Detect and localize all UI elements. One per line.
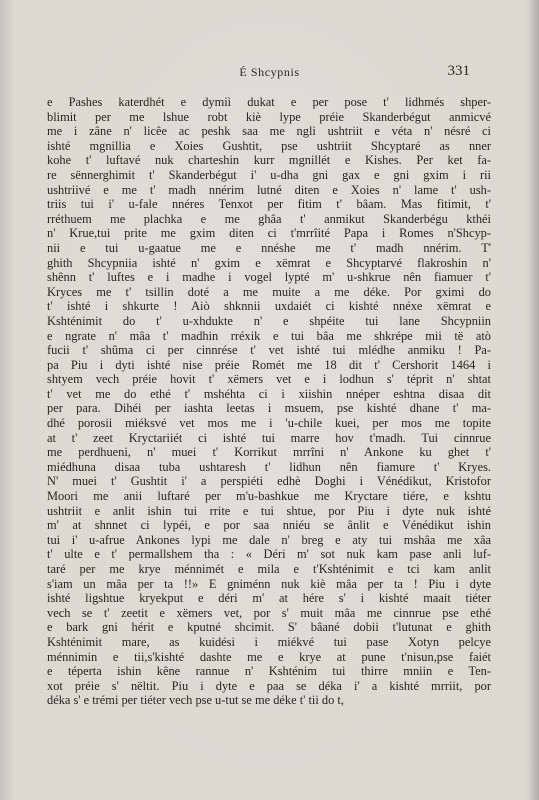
- page-header: [0, 62, 539, 84]
- text-line: ushtriit e anlit ishin tui rrite e tui shtue, por Piu i dyte nuk ishté: [47, 503, 491, 518]
- text-line: ghith Shcypniia ishté n' gxim e xëmrat e Shcyptarvé flakroshin n': [47, 255, 491, 270]
- text-line: s'iam un mâa per ta !!» E gniménn nuk kiè mâa per ta ! Piu i dyte: [47, 576, 491, 591]
- text-line: t' ishté i shkurte ! Aiò shknnii uxdaiét ci kishté nnéxe xëmrat e: [47, 299, 491, 314]
- text-line: n' Krue,tui prite me gxim diten ci t'mrrîité Papa i Romes n'Shcyp-: [47, 226, 491, 241]
- text-line: Kshténimit mare, as kuidési i miékvé tui pase Xotyn pelcye: [47, 634, 491, 649]
- text-line: blimit per me lshue robt kiè lype préie Skanderbégut anmicvé: [47, 109, 491, 124]
- text-line: e ngrate n' mâa t' madhin rréxik e tui bâa me shkrépe mii të atò: [47, 328, 491, 343]
- text-line: m' at shnnet ci lypéi, e por saa nniéu se ânlit e Vénédikut ishin: [47, 518, 491, 533]
- text-line: ishté ligshtue kryekput e déri m' at hére s' i kishté maait tiéter: [47, 591, 491, 606]
- text-line: e téperta ishin kêne rannue n' Kshténim tui thirre mniin e Ten-: [47, 664, 491, 679]
- text-line: nii e tui u-gaatue me e nnéshe me t' madh nnérim. T': [47, 240, 491, 255]
- text-line: Kshténimit do t' u-xhdukte n' e shpéite tui lane Shcypniin: [47, 313, 491, 328]
- text-line: shtyem vech préie hovit t' xëmers vet e i lodhun s' téprit n' shtat: [47, 372, 491, 387]
- text-line: xot préie s' nëltit. Piu i dyte e paa se déka i' a kishté mrriit, por: [47, 678, 491, 693]
- text-line: t' vet me do ethé t' mshéhta ci i xiishin nnéper eshtna disaa dit: [47, 386, 491, 401]
- text-line: me perdhueni, n' muei t' Korrikut mrrîni n' Ankone ku ghet t': [47, 445, 491, 460]
- page-edge-shadow: [529, 0, 539, 800]
- text-line: e bark gni hérit e kputné shcimit. S' bâané dobii t'lutunat e ghith: [47, 620, 491, 635]
- text-line: vech se t' zeetit e xëmers vet, por s' muit mâa me cinnrue pse ethé: [47, 605, 491, 620]
- text-line: pa Piu i dyti ishté nise préie Romét me 18 dit t' Cershorit 1464 i: [47, 357, 491, 372]
- text-line: tui i' u-afrue Ankones lypi me dale n' breg e aty tui mshâa me xâa: [47, 532, 491, 547]
- text-line: me i zâne n' licêe ac peshk saa me ngli ushtriit e véta n' nésré ci: [47, 124, 491, 139]
- text-line: taré per me krye ménnimét e mila e t'Kshténimit e tci kam anlit: [47, 562, 491, 576]
- body-text: [47, 95, 491, 708]
- page-number: 331: [447, 63, 470, 79]
- text-line: N' muei t' Gushtit i' a perspiéti edhè Doghi i Vénédikut, Kristofor: [47, 474, 491, 489]
- text-line: Moori me anii luftaré per m'u-bashkue me Kryctare tiére, e kshtu: [47, 489, 491, 504]
- text-line: re sënnerghimit t' Skanderbégut i' u-dha gni gax e gni gxim i rii: [47, 167, 491, 182]
- text-line: triis tui i' u-fale nnéres Tenxot per fitim t' bâam. Mas fitimit, t': [47, 197, 491, 212]
- text-line: ménnimin e tii,s'kishté dashte me e krye at pune t'nisun,pse faiét: [47, 649, 491, 664]
- text-line: e Pashes katerdhét e dymiì dukat e per pose t' lidhmés shper-: [47, 95, 491, 109]
- text-line: Kryces me t' tsillin doté a me muite a me déke. Por gximi do: [47, 284, 491, 299]
- text-line: per para. Dihéi per iashta leetas i msuem, pse kishté dhane t' ma-: [47, 401, 491, 416]
- text-line: t' ulte e t' permallshem tha : « Déri m' sot nuk kam pase anli luf-: [47, 547, 491, 562]
- text-line: at t' zeet Kryctariiét ci ishté tui marre hov t'madh. Tui cinnrue: [47, 430, 491, 445]
- text-line: shênn t' luftes e i madhe i vogel lypté m' u-shkrue nên fiamuer t': [47, 270, 491, 285]
- text-line: kohe t' luftavé nuk charteshin kurr mgnillét e Kishes. Per ket fa-: [47, 153, 491, 168]
- text-line: rréthuem me plachka e me ghâa t' anmikut Skanderbégu kthéi: [47, 211, 491, 226]
- text-line: dhé porosii miéksvé vet mos me i 'u-chile kuei, per mos me topite: [47, 416, 491, 431]
- text-line: ushtriivé e me t' madh nnérim lutné diten e Xoies n' lame t' ush-: [47, 182, 491, 197]
- text-line: ishté mgnillia e Xoies Gushtit, pse ushtriit Shcyptaré as nner: [47, 138, 491, 153]
- running-title: É Shcypnis: [239, 65, 300, 79]
- text-line: fucii t' shûma ci per cinnrése t' vet ishté tui mlédhe anmiku ! Pa-: [47, 343, 491, 358]
- text-line: déka s' e trémi per tiéter vech pse u-tut se me déke t' tii do t,: [47, 693, 344, 708]
- text-line: miédhuna disaa tuba ushtaresh t' lidhun nên fiamure t' Kryes.: [47, 459, 491, 474]
